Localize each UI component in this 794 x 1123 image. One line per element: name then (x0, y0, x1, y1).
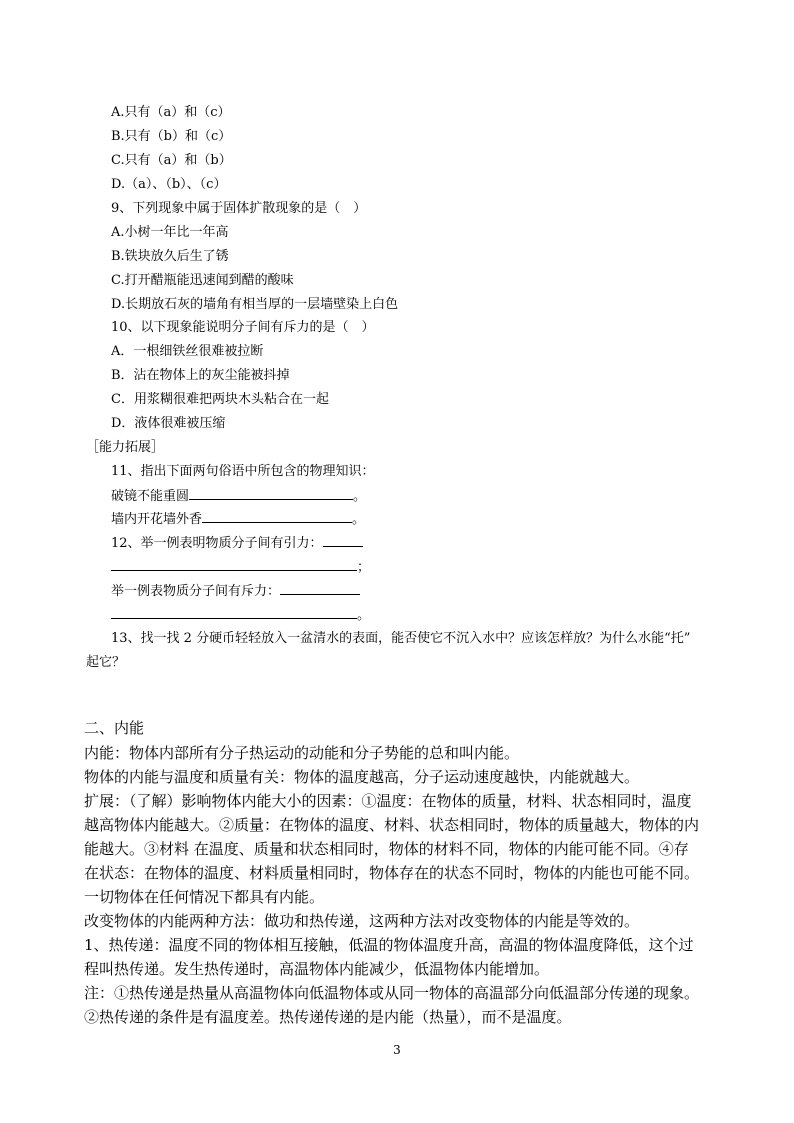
q11-answer-blank-1[interactable] (189, 485, 353, 500)
section2-line-3: 扩展：（了解）影响物体内能大小的因素：①温度：在物体的质量，材料、状态相同时，温度 (84, 792, 692, 810)
q11-item1 (111, 485, 366, 504)
q10-option-b: B．沾在物体上的灰尘能被抖掉 (111, 368, 290, 383)
section2-line-4: 越高物体内能越大。②质量：在物体的温度、材料、状态相同时，物体的质量越大，物体的内 (84, 816, 700, 834)
q12-answer-row-1 (111, 556, 370, 575)
q12-answer-blank-1b[interactable] (111, 556, 357, 571)
q10-option-d: D．液体很难被压缩 (111, 416, 226, 431)
q13-line2: 起它？ (86, 655, 126, 670)
q10-stem: 10、以下现象能说明分子间有斥力的是（ ） (111, 320, 375, 335)
q10-option-c: C．用浆糊很难把两块木头粘合在一起 (111, 392, 329, 407)
q12-semicolon: ； (357, 560, 371, 575)
section2-line-12: ②热传递的条件是有温度差。热传递传递的是内能（热量），而不是温度。 (84, 1008, 572, 1026)
section2-line-11: 注：①热传递是热量从高温物体向低温物体或从同一物体的高温部分向低温部分传递的现象。 (84, 984, 700, 1002)
q12-stem: 12、举一例表明物质分子间有引力： (111, 536, 323, 551)
q8-option-b: B.只有（b）和（c） (111, 129, 232, 144)
section2-line-6: 在状态：在物体的温度、材料质量相同时，物体存在的状态不同时，物体的内能也可能不同。 (84, 864, 700, 882)
q12-end: 。 (357, 608, 371, 623)
q11-answer-blank-2[interactable] (202, 508, 352, 523)
section2-line-5: 能越大。③材料 在温度、质量和状态相同时，物体的材料不同，物体的内能可能不同。④存 (84, 840, 689, 858)
q11-item1-end: 。 (353, 489, 367, 504)
q10-option-a: A．一根细铁丝很难被拉断 (111, 344, 264, 359)
q9-stem: 9、下列现象中属于固体扩散现象的是（ ） (111, 201, 367, 216)
section-ability-heading: ［能力拓展］ (86, 440, 165, 455)
q11-item1-text: 破镜不能重圆 (111, 489, 190, 504)
q12-stem-row (111, 532, 363, 551)
section2-line-8: 改变物体的内能两种方法：做功和热传递，这两种方法对改变物体的内能是等效的。 (84, 912, 640, 930)
q8-option-d: D.（a）、（b）、（c） (111, 177, 227, 192)
q12-answer-blank-2a[interactable] (280, 580, 360, 595)
q11-item2 (111, 508, 365, 527)
q11-item2-end: 。 (352, 512, 366, 527)
q8-option-a: A.只有（a）和（c） (111, 105, 231, 120)
q9-option-c: C.打开醋瓶能迅速闻到醋的酸味 (111, 273, 294, 288)
q9-option-b: B.铁块放久后生了锈 (111, 249, 229, 264)
page-number: 3 (393, 1043, 401, 1057)
q12-stem2: 举一例表物质分子间有斥力： (111, 584, 281, 599)
section2-line-9: 1、热传递：温度不同的物体相互接触，低温的物体温度升高，高温的物体温度降低，这个过 (84, 936, 694, 954)
section2-line-10: 程叫热传递。发生热传递时，高温物体内能减少，低温物体内能增加。 (84, 960, 550, 978)
section2-line-7: 一切物体在任何情况下都具有内能。 (84, 888, 325, 906)
section2-line-2: 物体的内能与温度和质量有关：物体的温度越高，分子运动速度越快，内能就越大。 (84, 768, 640, 786)
q11-stem: 11、指出下面两句俗语中所包含的物理知识： (111, 464, 375, 479)
q9-option-d: D.长期放石灰的墙角有相当厚的一层墙壁染上白色 (111, 297, 399, 312)
q11-item2-text: 墙内开花墙外香 (111, 512, 203, 527)
q12-stem2-row (111, 580, 360, 599)
q8-option-c: C.只有（a）和（b） (111, 153, 232, 168)
q12-answer-blank-1a[interactable] (323, 532, 363, 547)
q13-line1: 13、找一找 2 分硬币轻轻放入一盆清水的表面，能否使它不沉入水中？应该怎样放？为什么水能“托” (111, 631, 691, 646)
q12-answer-row-2 (111, 604, 370, 623)
q9-option-a: A.小树一年比一年高 (111, 225, 229, 240)
section2-line-1: 内能：物体内部所有分子热运动的动能和分子势能的总和叫内能。 (84, 744, 520, 762)
q12-answer-blank-2b[interactable] (111, 604, 357, 619)
section2-title: 二、内能 (84, 719, 145, 737)
